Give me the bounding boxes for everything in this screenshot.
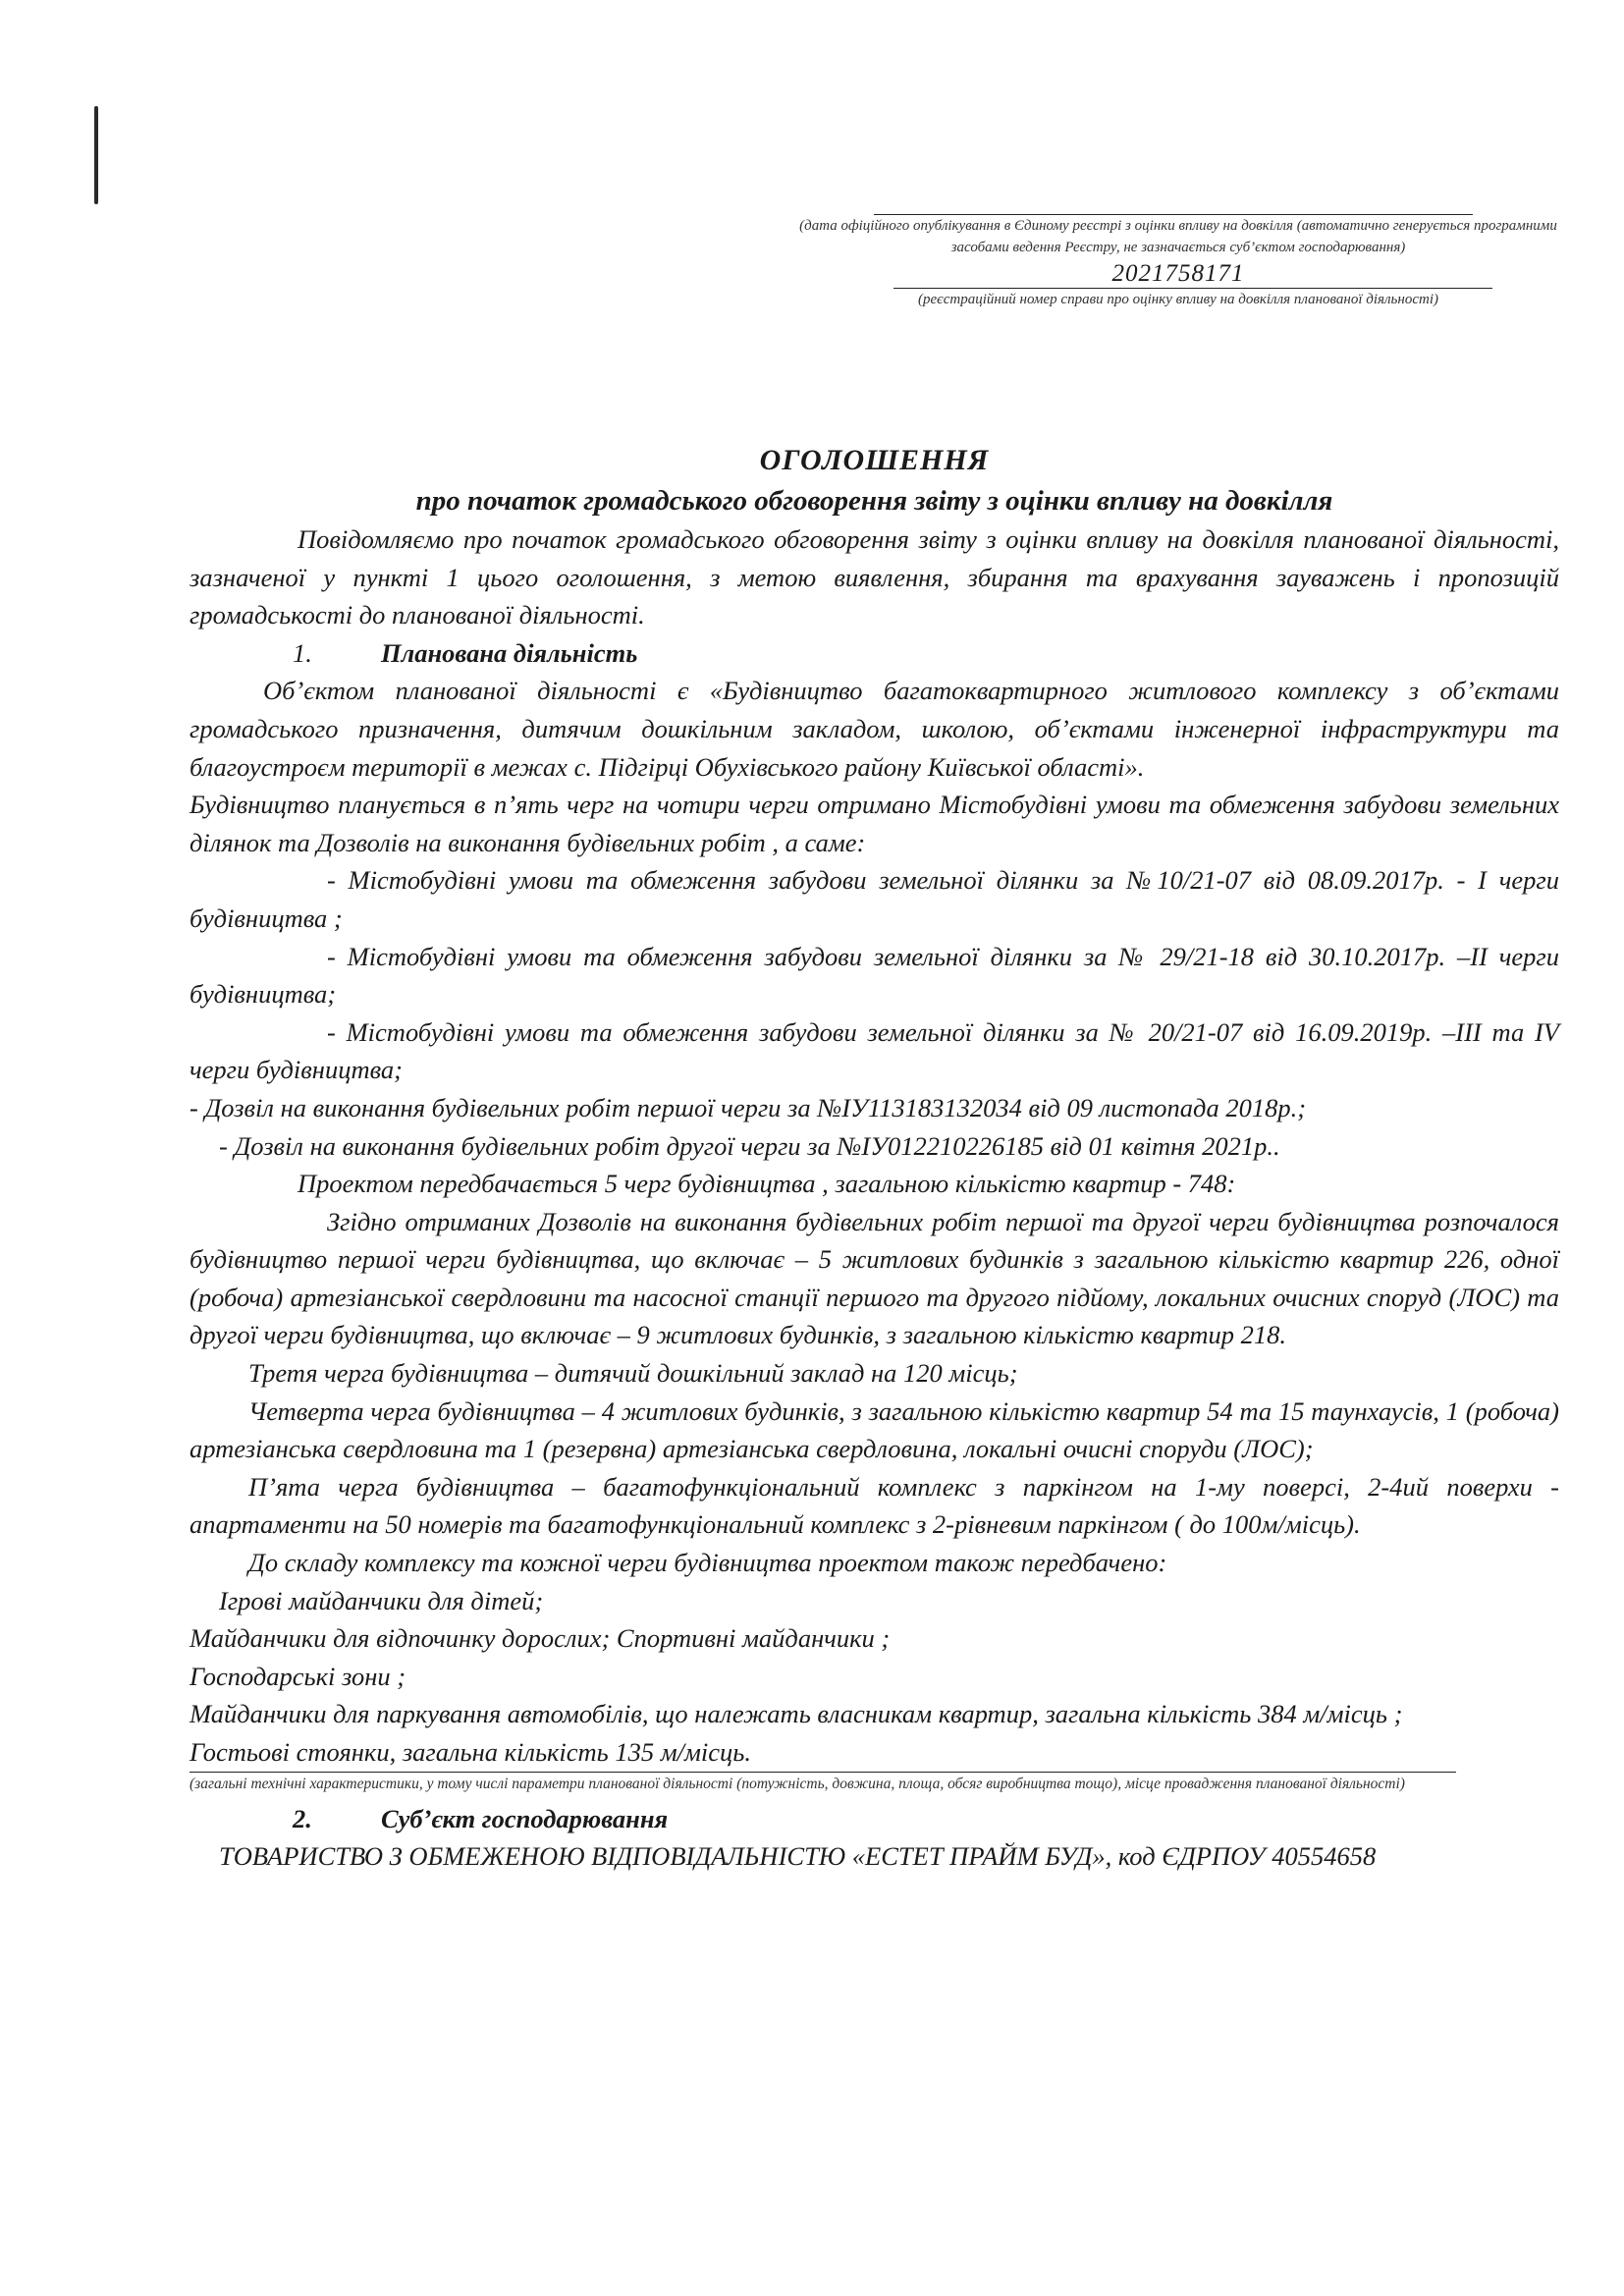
permits-paragraph: Згідно отриманих Дозволів на виконання будівельних робіт першої та другої черги будівництва розпочалося будівництво першої черги будівництва, що включає – 5 житлових будинків з загальною кількістю квартир 226, одної (робоча) артезіанської свердловини та насосної станції першого та другого підйому, локальних очисних споруд (ЛОС) та другої черги будівництва, що включає – 9 житлових будинків, з загальною кількістю квартир 218. — [189, 1206, 1559, 1350]
registry-header — [785, 214, 1571, 310]
scan-margin-mark — [94, 106, 98, 204]
registration-note: (реєстраційний номер справи про оцінку впливу на довкілля планованої діяльності) — [918, 292, 1438, 307]
registration-number: 2021758171 — [1111, 260, 1245, 287]
section-1-heading — [189, 634, 1559, 673]
feature-item-last — [189, 1733, 1559, 1773]
stage-5-paragraph: П’ята черга будівництва – багатофункціональний комплекс з паркінгом на 1-му поверсі, 2-4ий поверхи - апартаменти на 50 номерів та багатофункціональний комплекс з 2-рівневим паркінгом ( до 100м/місць). — [189, 1471, 1559, 1540]
feature-item: Гостьові стоянки, загальна кількість 135 м/місць. — [189, 1733, 1456, 1773]
page-subtitle: про початок громадського обговорення звіту з оцінки впливу на довкілля — [415, 485, 1333, 517]
entity-paragraph: ТОВАРИСТВО З ОБМЕЖЕНОЮ ВІДПОВІДАЛЬНІСТЮ «ЕСТЕТ ПРАЙМ БУД», код ЄДРПОУ 40554658 — [219, 1841, 1377, 1872]
list-item: - Містобудівні умови та обмеження забудови земельної ділянки за №10/21-07 від 08.09.2017р. - І черги будівництва ; — [189, 865, 1559, 933]
project-paragraph: Проектом передбачається 5 черг будівництва , загальною кількістю квартир - 748: — [298, 1169, 1236, 1199]
section-2-number: 2. — [293, 1803, 312, 1833]
technical-note: (загальні технічні характеристики, у тому числі параметри планованої діяльності (потужність, довжина, площа, обсяг виробництва тощо), місце провадження планованої діяльності) — [189, 1775, 1405, 1792]
intro-paragraph: Повідомляємо про початок громадського обговорення звіту з оцінки впливу на довкілля планованої діяльності, зазначеної у пункті 1 цього оголошення, з метою виявлення, збирання та врахування зауважень і пропозицій громадськості до планованої діяльності. — [189, 524, 1559, 630]
stage-4-paragraph: Четверта черга будівництва – 4 житлових будинків, з загальною кількістю квартир 54 та 15 таунхаусів, 1 (робоча) артезіанська свердловина та 1 (резервна) артезіанська свердловина, локальні очисні споруди (ЛОС); — [189, 1395, 1559, 1464]
list-item: - Містобудівні умови та обмеження забудови земельної ділянки за № 29/21-18 від 30.10.2017р. –ІІ черги будівництва; — [189, 941, 1559, 1010]
stages-intro: Будівництво планується в п’ять черг на чотири черги отримано Містобудівні умови та обмеження забудови земельних ділянок та Дозволів на виконання будівельних робіт , а саме: — [189, 790, 1559, 857]
list-item: - Містобудівні умови та обмеження забудови земельної ділянки за № 20/21-07 від 16.09.2019р. –ІІІ та ІV черги будівництва; — [189, 1016, 1559, 1085]
stage-3-paragraph: Третя черга будівництва – дитячий дошкільний заклад на 120 місць; — [248, 1358, 1018, 1389]
section-1-title: Планована діяльність — [381, 637, 638, 668]
feature-item: Ігрові майданчики для дітей; — [219, 1585, 544, 1615]
page-title: ОГОЛОШЕННЯ — [759, 444, 990, 476]
complex-intro: До складу комплексу та кожної черги будівництва проектом також передбачено: — [248, 1548, 1167, 1578]
list-item: - Дозвіл на виконання будівельних робіт другої черги за №ІУ012210226185 від 01 квітня 2021р.. — [219, 1130, 1280, 1161]
announcement-body — [189, 440, 1559, 1876]
date-note: (дата офіційного опублікування в Єдиному реєстрі з оцінки впливу на довкілля (автоматично генерується програмними засобами ведення Реєстру, не зазначається суб’єктом господарювання) — [799, 218, 1557, 255]
feature-item: Майданчики для паркування автомобілів, що належать власникам квартир, загальна кількість 384 м/місць ; — [189, 1699, 1403, 1729]
section-1-number: 1. — [293, 637, 312, 668]
feature-item: Майданчики для відпочинку дорослих; Спортивні майданчики ; — [189, 1623, 891, 1654]
list-item: - Дозвіл на виконання будівельних робіт першої черги за №ІУ113183132034 від 09 листопада 2018р.; — [189, 1092, 1307, 1122]
section-2-title: Суб’єкт господарювання — [381, 1803, 669, 1833]
feature-item: Господарські зони ; — [189, 1661, 406, 1691]
object-paragraph: Об’єктом планованої діяльності є «Будівництво багатоквартирного житлового комплексу з об’єктами громадського призначення, дитячим дошкільним закладом, школою, об’єктами інженерної інфраструктури та благоустроєм території в межах с. Підгірці Обухівського району Київської області». — [189, 676, 1559, 782]
section-2-heading — [189, 1800, 1559, 1838]
